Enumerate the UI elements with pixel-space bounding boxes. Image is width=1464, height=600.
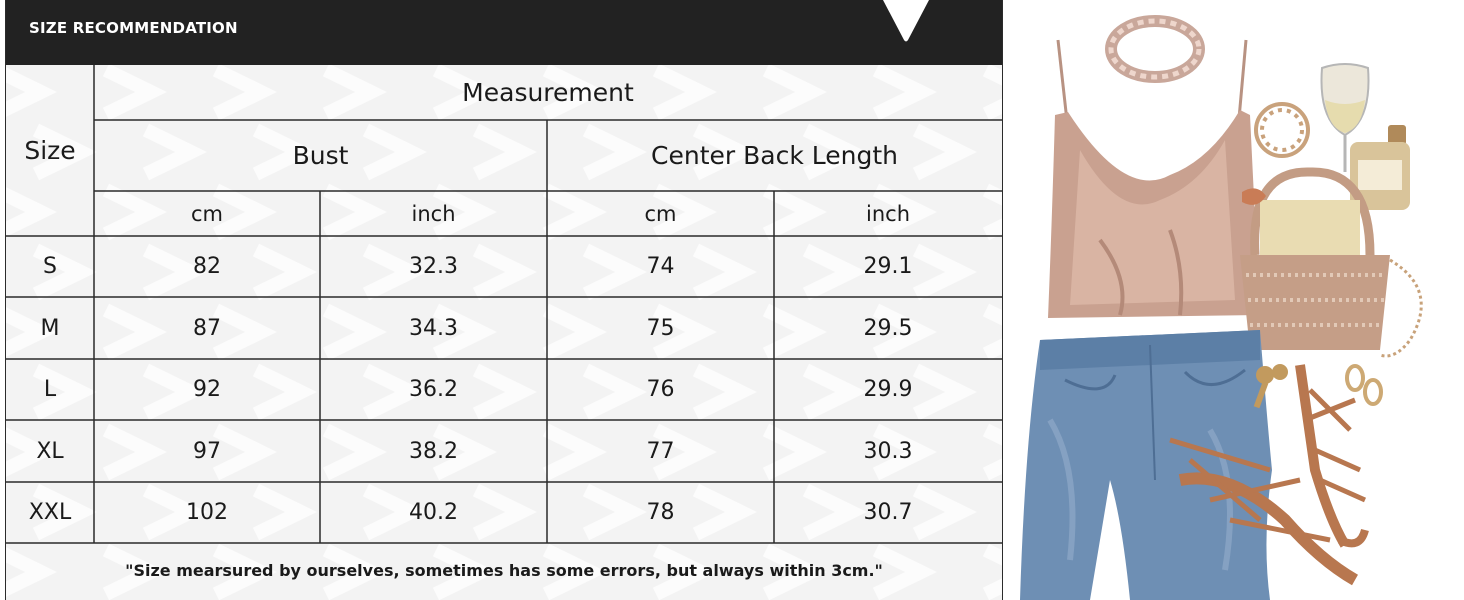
back-cm-header: cm bbox=[644, 201, 677, 226]
table-cell-back-inch: 30.7 bbox=[863, 500, 913, 526]
bust-inch-header: inch bbox=[411, 201, 456, 226]
table-cell-bust-inch: 32.3 bbox=[409, 254, 458, 280]
table-cell-back-inch: 30.3 bbox=[863, 438, 913, 464]
measurement-note: "Size mearsured by ourselves, sometimes has some errors, but always within 3cm." bbox=[125, 560, 883, 580]
table-cell-bust-inch: 38.2 bbox=[409, 438, 458, 464]
table-cell-back-cm: 76 bbox=[646, 377, 675, 403]
table-cell-size: M bbox=[40, 315, 60, 341]
bust-cm-header: cm bbox=[190, 201, 223, 226]
table-cell-bust-cm: 102 bbox=[186, 500, 228, 526]
table-cell-size: L bbox=[43, 377, 57, 403]
table-cell-back-cm: 77 bbox=[646, 438, 675, 464]
back-inch-header: inch bbox=[866, 201, 910, 226]
size-header: Size bbox=[24, 136, 76, 165]
table-cell-bust-cm: 92 bbox=[193, 377, 221, 403]
table-cell-back-cm: 74 bbox=[646, 254, 675, 280]
size-chart-panel bbox=[5, 0, 1003, 600]
table-cell-bust-inch: 40.2 bbox=[409, 500, 458, 526]
size-chart-title: SIZE RECOMMENDATION bbox=[29, 19, 238, 37]
jeans bbox=[1020, 330, 1272, 600]
table-cell-back-inch: 29.5 bbox=[863, 315, 913, 341]
down-arrow-icon bbox=[881, 0, 931, 44]
bust-header: Bust bbox=[292, 141, 349, 170]
table-cell-bust-inch: 34.3 bbox=[409, 315, 458, 341]
size-chart-header bbox=[6, 0, 1002, 65]
measurement-header: Measurement bbox=[462, 78, 634, 107]
table-cell-size: S bbox=[43, 254, 57, 280]
table-cell-back-cm: 78 bbox=[646, 500, 675, 526]
table-cell-size: XL bbox=[36, 438, 64, 464]
table-cell-bust-inch: 36.2 bbox=[409, 377, 458, 403]
table-cell-back-inch: 29.1 bbox=[863, 254, 913, 280]
center-back-length-header: Center Back Length bbox=[651, 141, 898, 170]
table-cell-bust-cm: 97 bbox=[193, 438, 221, 464]
outfit-product-image bbox=[1010, 0, 1464, 600]
table-cell-back-inch: 29.9 bbox=[863, 377, 913, 403]
table-cell-bust-cm: 82 bbox=[193, 254, 221, 280]
table-cell-back-cm: 75 bbox=[646, 315, 675, 341]
table-cell-bust-cm: 87 bbox=[193, 315, 221, 341]
table-cell-size: XXL bbox=[28, 500, 72, 526]
